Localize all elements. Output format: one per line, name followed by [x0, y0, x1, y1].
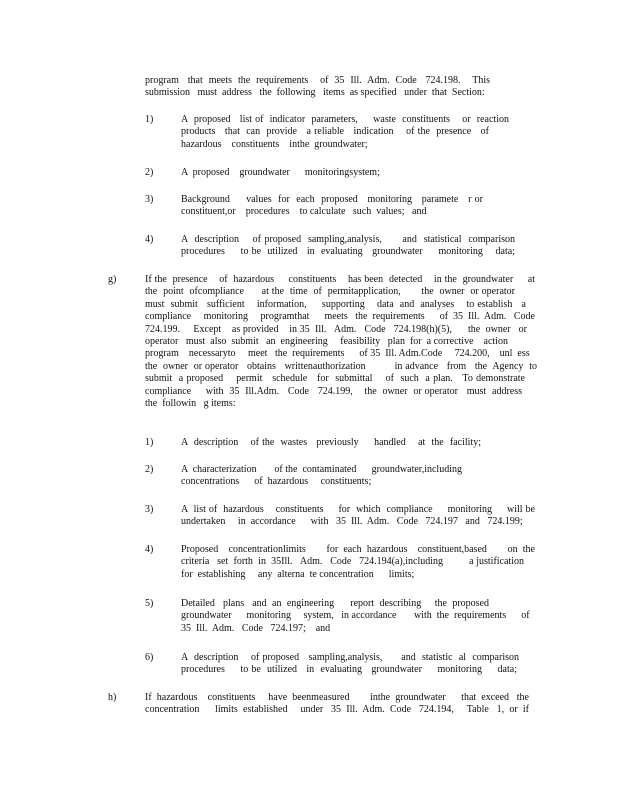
item-number: 2) — [145, 167, 154, 178]
item-number: 4) — [145, 234, 154, 245]
item-number: 5) — [145, 598, 154, 609]
paragraph-line: the point ofcompliance at the time of permitapplication, the owner or operator — [145, 286, 515, 298]
item-line: criteria set forth in 35Ill. Adm. Code 724.194(a),including a justification — [181, 556, 524, 568]
item-line: groundwater monitoring system, in accordance with the requirements of — [181, 610, 530, 622]
list-item — [181, 437, 481, 449]
item-line: undertaken in accordance with 35 Ill. Adm. Code 724.197 and 724.199; — [181, 516, 523, 528]
paragraph-line: must submit sufficient information, supporting data and analyses to establish a — [145, 298, 526, 310]
section-h-paragraph — [145, 692, 529, 717]
item-number: 3) — [145, 194, 154, 205]
list-item — [181, 504, 535, 529]
list-item — [181, 114, 509, 151]
item-number: 1) — [145, 114, 154, 125]
intro-line: submission must address the following items as specified under that Section: — [145, 87, 485, 99]
item-line: A description of proposed sampling,analysis, and statistical comparison — [181, 234, 515, 245]
section-g-paragraph — [145, 274, 535, 410]
item-line: procedures to be utilized in evaluating groundwater monitoring data; — [181, 664, 517, 676]
intro-line: program that meets the requirements of 35 Ill. Adm. Code 724.198. This — [145, 75, 490, 86]
list-item — [181, 464, 471, 489]
item-line: for establishing any alterna te concentration limits; — [181, 568, 415, 580]
item-line: constituent,or procedures to calculate such values; and — [181, 206, 427, 218]
item-line: A proposed groundwater monitoringsystem; — [181, 167, 380, 178]
item-number: 4) — [145, 544, 154, 555]
item-number: 1) — [145, 437, 154, 448]
paragraph-line: compliance with 35 Ill.Adm. Code 724.199, the owner or operator must address — [145, 385, 522, 397]
paragraph-line: If hazardous constituents have beenmeasured inthe groundwater that exceed the — [145, 692, 529, 703]
list-item — [181, 652, 519, 677]
paragraph-line: the owner or operator obtains writtenauthorization in advance from the Agency to — [145, 360, 537, 372]
paragraph-line: 724.199. Except as provided in 35 Ill. Adm. Code 724.198(h)(5), the owner or — [145, 323, 527, 335]
item-number: 3) — [145, 504, 154, 515]
section-label-h: h) — [108, 692, 117, 703]
item-number: 2) — [145, 464, 154, 475]
paragraph-line: If the presence of hazardous constituents has been detected in the groundwater at — [145, 274, 535, 285]
item-number: 6) — [145, 652, 154, 663]
item-line: A proposed list of indicator parameters, waste constituents or reaction — [181, 114, 509, 125]
intro-paragraph — [145, 75, 490, 100]
paragraph-line: the followin g items: — [145, 398, 236, 410]
list-item — [181, 598, 529, 635]
paragraph-line: submit a proposed permit schedule for submittal of such a plan. To demonstrate — [145, 373, 525, 385]
list-item — [181, 194, 483, 219]
item-line: Background values for each proposed monitoring paramete r or — [181, 194, 483, 205]
list-item — [181, 544, 535, 581]
paragraph-line: program necessaryto meet the requirements of 35 Ill. Adm.Code 724.200, unl ess — [145, 348, 530, 360]
list-item — [181, 167, 509, 179]
item-line: hazardous constituents inthe groundwater; — [181, 138, 368, 150]
item-line: Proposed concentrationlimits for each hazardous constituent,based on the — [181, 544, 535, 555]
item-line: A characterization of the contaminated groundwater,including — [181, 464, 462, 475]
item-line: A list of hazardous constituents for which compliance monitoring will be — [181, 504, 535, 515]
item-line: A description of proposed sampling,analysis, and statistic al comparison — [181, 652, 519, 663]
section-label-g: g) — [108, 274, 117, 285]
paragraph-line: operator must also submit an engineering feasibility plan for a corrective action — [145, 336, 508, 348]
item-line: 35 Ill. Adm. Code 724.197; and — [181, 622, 331, 634]
item-line: Detailed plans and an engineering report describing the proposed — [181, 598, 489, 609]
paragraph-line: concentration limits established under 35 Ill. Adm. Code 724.194, Table 1, or if — [145, 704, 529, 716]
list-item — [181, 234, 515, 259]
item-line: A description of the wastes previously handled at the facility; — [181, 437, 481, 448]
item-line: concentrations of hazardous constituents; — [181, 476, 372, 488]
item-line: procedures to be utilized in evaluating groundwater monitoring data; — [181, 246, 515, 258]
paragraph-line: compliance monitoring programthat meets the requirements of 35 Ill. Adm. Code — [145, 311, 535, 323]
item-line: products that can provide a reliable indication of the presence of — [181, 126, 489, 138]
